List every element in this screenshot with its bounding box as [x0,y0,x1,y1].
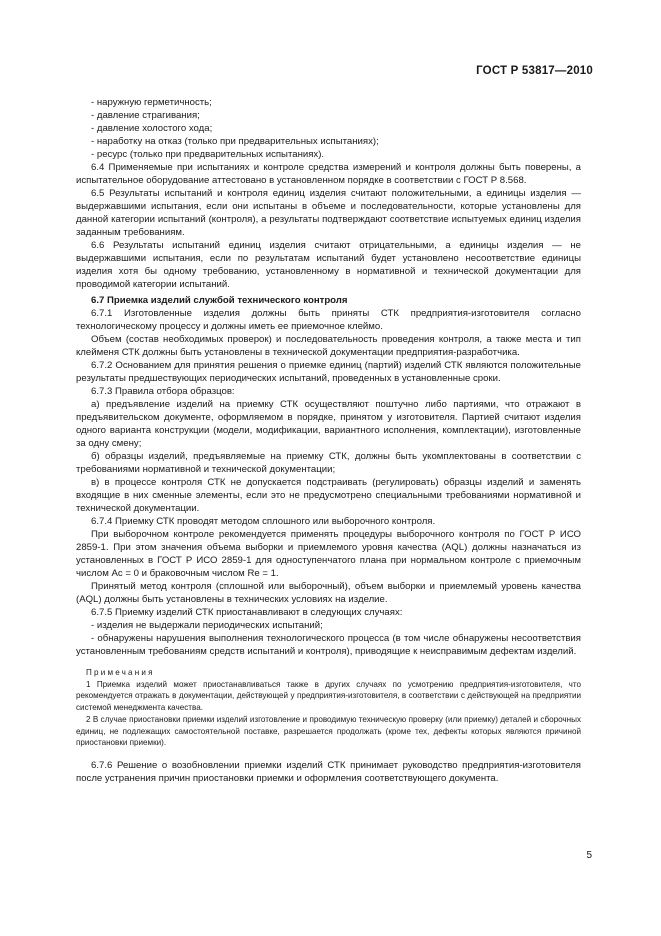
notes-block [76,667,581,749]
list-item: - наработку на отказ (только при предварительных испытаниях); [91,136,379,147]
paragraph-6-7-3-a: а) предъявление изделий на приемку СТК осуществляют поштучно либо партиями, что отражают в предъявительском документе, оформляемом в порядке, принятом у изготовителя. Партией считают изделия одного варианта конструкции (модели, модификации, вариантного исполнения, комплектации), изготовленные за одну смену; [76,399,581,449]
paragraph-6-7-1-scope: Объем (состав необходимых проверок) и последовательность проведения контроля, а также места и тип клейменя СТК должны быть установлены в технической документации предприятия-разработчика. [76,334,581,358]
paragraph-6-5: 6.5 Результаты испытаний и контроля единиц изделия считают положительными, а единицы изделия — выдержавшими испытания, если они испытаны в объеме и последовательности, которые установлены для данной категории испытаний (контроля), а результаты подтверждают соответствие испытуемых единиц изделия заданным требованиям. [76,188,581,238]
paragraph-6-7-2: 6.7.2 Основанием для принятия решения о приемке единиц (партий) изделий СТК являются положительные результаты предшествующих периодических испытаний, проведенных в установленные сроки. [76,360,581,384]
note-2: 2 В случае приостановки приемки изделий изготовление и проводимую техническую проверку (или приемку) деталей и сборочных единиц, не подлежащих самостоятельной поставке, разрешается продолжать (кроме тех, дефекты которых являются причиной приостановки приемки). [76,714,581,748]
paragraph-6-7-1: 6.7.1 Изготовленные изделия должны быть приняты СТК предприятия-изготовителя согласно технологическому процессу и должны иметь ее приемочное клеймо. [76,308,581,332]
paragraph-6-7-4-sampling: При выборочном контроле рекомендуется применять процедуры выборочного контроля по ГОСТ Р ИСО 2859-1. При этом значения объема выборки и приемлемого уровня качества (AQL) должны назначаться из установленных в ГОСТ Р ИСО 2859-1 для одноступенчатого плана при нормальном контроле с приемочным числом Ac = 0 и браковочным числом Re = 1. [76,529,581,579]
paragraph-6-4: 6.4 Применяемые при испытаниях и контроле средства измерений и контроля должны быть поверены, а испытательное оборудование аттестовано в установленном порядке в соответствии с ГОСТ Р 8.568. [76,162,581,186]
paragraph-6-7-3: 6.7.3 Правила отбора образцов: [91,386,235,397]
list-item: - наружную герметичность; [91,97,212,108]
section-heading-6-7: 6.7 Приемка изделий службой технического контроля [91,295,348,306]
list-item: - давление холостого хода; [91,123,213,134]
paragraph-6-7-4-method: Принятый метод контроля (сплошной или выборочный), объем выборки и приемлемый уровень качества (AQL) должны быть установлены в технических условиях на изделие. [76,581,581,605]
paragraph-6-6: 6.6 Результаты испытаний единиц изделия считают отрицательными, а единицы изделия — не выдержавшими испытания, если по результатам испытаний будет установлено несоответствие единицы изделия хотя бы одному требованию, установленному в нормативной и технической документации для проводимой категории испытаний. [76,240,581,290]
paragraph-6-7-4: 6.7.4 Приемку СТК проводят методом сплошного или выборочного контроля. [91,516,436,527]
page-body [76,96,581,785]
list-item: - изделия не выдержали периодических испытаний; [91,620,323,631]
note-1: 1 Приемка изделий может приостанавливаться также в других случаях по усмотрению предприятия-изготовителя, что рекомендуется отражать в документации, действующей у предприятия-изготовителя, в соответствии с действующей на предприятии системой менеджмента качества. [76,679,581,713]
page-number: 5 [586,850,592,861]
paragraph-6-7-3-b: б) образцы изделий, предъявляемые на приемку СТК, должны быть укомплектованы в соответствии с требованиями нормативной и технической документации; [76,451,581,475]
paragraph-6-7-5: 6.7.5 Приемку изделий СТК приостанавливают в следующих случаях: [91,607,403,618]
paragraph-6-7-3-c: в) в процессе контроля СТК не допускается подстраивать (регулировать) образцы изделий и заменять входящие в них сменные элементы, если это не предусмотрено специальными требованиями нормативной и технической документации. [76,477,581,514]
list-item: - давление страгивания; [91,110,200,121]
paragraph-6-7-6: 6.7.6 Решение о возобновлении приемки изделий СТК принимает руководство предприятия-изготовителя после устранения причин приостановки приемки и оформления соответствующего документа. [76,759,581,784]
document-id-header: ГОСТ Р 53817—2010 [476,65,593,77]
list-item: - обнаружены нарушения выполнения технологического процесса (в том числе обнаружены несоответствия установленным требованиям средств испытаний и контроля), приводящие к неисправимым дефектам изделий. [76,633,581,657]
list-item: - ресурс (только при предварительных испытаниях). [91,149,325,160]
notes-title: Примечания [86,668,155,677]
